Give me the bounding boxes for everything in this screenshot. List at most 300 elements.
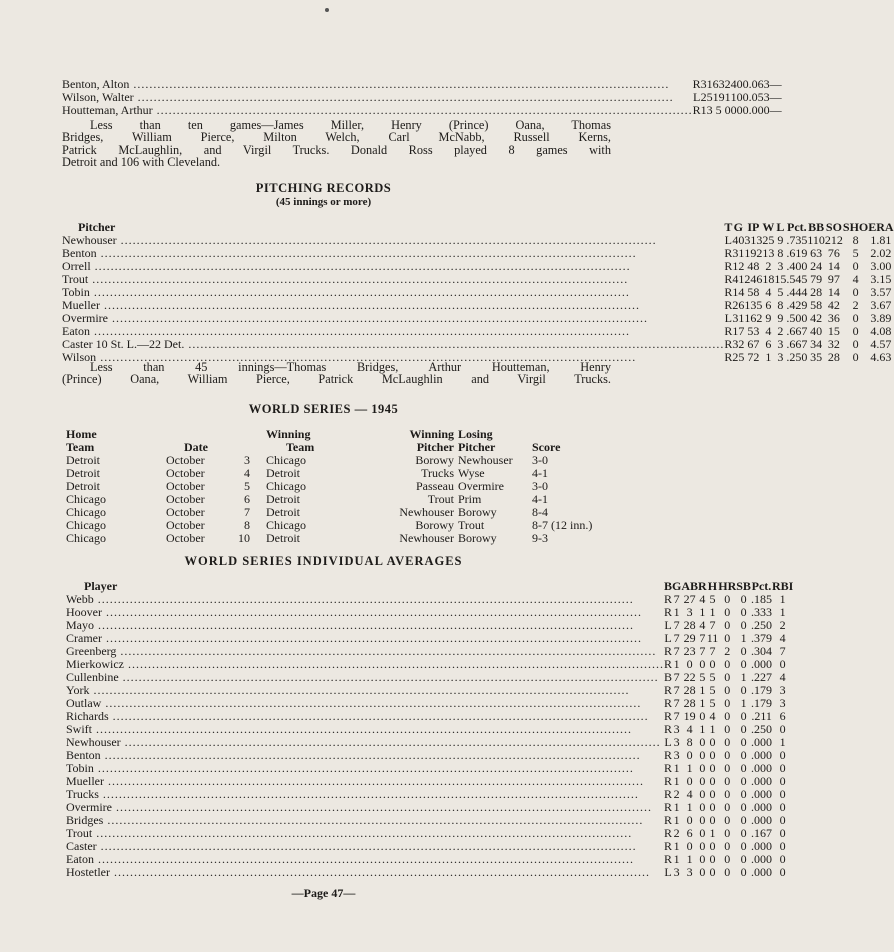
pitching-cell: 76 <box>827 246 840 260</box>
individual-cell: 0 <box>740 761 747 775</box>
world-series-cell: October <box>166 453 205 467</box>
batting-cell-sb: 0 <box>742 77 749 91</box>
world-series-cell: Overmire <box>458 479 504 493</box>
pitching-cell: 0 <box>852 337 859 351</box>
pitching-cell: 246 <box>744 272 763 286</box>
batting-cell-b: R <box>692 77 701 91</box>
pitching-cell: 3.67 <box>870 298 892 312</box>
individual-cell: 0 <box>740 826 747 840</box>
batting-cell-ab: 5 <box>715 103 722 117</box>
pitcher-name: Caster 10 St. L.—22 Det. ..... <box>62 338 724 351</box>
pitching-cell: 31 <box>732 246 745 260</box>
individual-cell: 0 <box>724 774 731 788</box>
pitching-header-cell: ERA <box>868 220 894 234</box>
individual-cell: R <box>663 605 672 619</box>
individual-cell: 0 <box>709 865 716 879</box>
ws-col-empty <box>222 428 262 441</box>
individual-cell: 3 <box>686 605 693 619</box>
individual-cell: 0 <box>709 800 716 814</box>
individual-cell: 1 <box>686 800 693 814</box>
individual-cell: R <box>663 657 672 671</box>
pitching-cell: L <box>724 311 732 325</box>
individual-cell: .304 <box>750 644 772 658</box>
pitching-cell: 1.81 <box>870 233 892 247</box>
batting-note <box>62 119 611 168</box>
batting-cell-hr: 0 <box>736 103 743 117</box>
world-series-row <box>66 532 616 545</box>
pitching-cell: 3.57 <box>870 285 892 299</box>
pitching-cell: 4 <box>765 324 772 338</box>
world-series-cell: 3 <box>244 453 250 467</box>
individual-cell: 0 <box>709 748 716 762</box>
player-name: Bridges ..... <box>66 814 664 827</box>
batting-cell-rbi: — <box>769 77 782 91</box>
individual-cell: 4 <box>779 631 786 645</box>
individual-cell: 5 <box>709 696 716 710</box>
batting-cell-g: 13 <box>700 103 713 117</box>
pitching-cell: R <box>724 272 733 286</box>
pitching-cell: 25 <box>732 350 745 364</box>
pitching-cell: 12 <box>732 259 745 273</box>
pitching-title: PITCHING RECORDS <box>255 181 392 195</box>
pitching-cell: 42 <box>827 298 840 312</box>
individual-cell: 1 <box>699 605 706 619</box>
pitching-cell: 4 <box>852 272 859 286</box>
individual-cell: 3 <box>673 865 680 879</box>
world-series-cell: 8 <box>244 518 250 532</box>
pitching-cell: R <box>724 259 733 273</box>
page-number: —Page 47— <box>291 886 356 900</box>
batting-cell-h: 0 <box>730 103 737 117</box>
individual-cell: .000 <box>750 813 772 827</box>
player-name: Greenberg ..... <box>66 645 664 658</box>
world-series-cell: 3-0 <box>532 479 548 493</box>
individual-cell: 0 <box>699 761 706 775</box>
world-series-cell: 7 <box>244 505 250 519</box>
individual-cell: 7 <box>673 631 680 645</box>
individual-cell: .211 <box>751 709 772 723</box>
individual-cell: 0 <box>740 605 747 619</box>
individual-cell: B <box>663 670 672 684</box>
world-series-cell: Detroit <box>266 531 300 545</box>
pitching-cell: 192 <box>744 246 763 260</box>
individual-header-cell: AB <box>681 579 699 593</box>
pitching-cell: 72 <box>747 350 760 364</box>
pitching-cell: 40 <box>732 233 745 247</box>
world-series-cell: October <box>166 466 205 480</box>
individual-cell: 0 <box>779 657 786 671</box>
individual-cell: 0 <box>740 748 747 762</box>
batting-cell-pct: .053 <box>748 90 770 104</box>
individual-cell: 0 <box>686 774 693 788</box>
pitching-header-cell: W <box>762 220 775 234</box>
individual-cell: 3 <box>673 722 680 736</box>
pitching-cell: 28 <box>810 285 823 299</box>
individual-cell: 3 <box>779 683 786 697</box>
individual-cell: 2 <box>673 787 680 801</box>
pitching-cell: .545 <box>786 272 808 286</box>
individual-cell: 0 <box>779 826 786 840</box>
world-series-cell: Detroit <box>266 505 300 519</box>
world-series-cell: October <box>166 479 205 493</box>
individual-cell: 7 <box>673 696 680 710</box>
pitching-cell: 1 <box>765 350 772 364</box>
pitching-cell: 3 <box>777 337 784 351</box>
individual-cell: 0 <box>740 722 747 736</box>
batting-note-line: Less than ten games—James Miller, Henry (Prince) Oana, Thomas <box>90 118 611 132</box>
world-series-cell: Borowy <box>458 531 497 545</box>
pitcher-name: Orrell ..... <box>62 260 724 273</box>
individual-cell: 0 <box>740 735 747 749</box>
individual-cell: R <box>663 748 672 762</box>
individual-cell: 0 <box>779 748 786 762</box>
pitching-cell: 4.08 <box>870 324 892 338</box>
individual-cell: 4 <box>686 722 693 736</box>
world-series-cell: Wyse <box>458 466 485 480</box>
player-name: Trout ..... <box>66 827 664 840</box>
pitching-cell: 58 <box>747 285 760 299</box>
individual-cell: 1 <box>673 852 680 866</box>
world-series-cell: Borowy <box>415 518 454 532</box>
world-series-cell: Detroit <box>66 453 100 467</box>
pitching-cell: 25 <box>762 233 775 247</box>
pitching-cell: 162 <box>744 311 763 325</box>
pitching-cell: 313 <box>744 233 763 247</box>
pitching-cell: 9 <box>777 311 784 325</box>
individual-header-cell: HR <box>718 579 737 593</box>
world-series-cell: Chicago <box>266 518 306 532</box>
individual-cell: 0 <box>740 683 747 697</box>
individual-cell: 29 <box>683 631 696 645</box>
pitching-cell: 8 <box>852 233 859 247</box>
pitcher-name: Benton ..... <box>62 247 724 260</box>
individual-cell: 0 <box>740 813 747 827</box>
pitching-cell: 41 <box>732 272 745 286</box>
batting-cell-name: Houtteman, Arthur ..... <box>62 104 693 117</box>
pitching-cell: 14 <box>827 285 840 299</box>
pitching-cell: 8 <box>777 298 784 312</box>
individual-cell: 4 <box>699 618 706 632</box>
batting-cell-h: 4 <box>730 77 737 91</box>
pitching-cell: 17 <box>732 324 745 338</box>
individual-cell: 2 <box>724 644 731 658</box>
individual-cell: 0 <box>709 852 716 866</box>
world-series-cell: 8-7 (12 inn.) <box>532 518 593 532</box>
individual-cell: .000 <box>750 657 772 671</box>
pitching-cell: R <box>724 337 733 351</box>
batting-cell-pct: .000 <box>748 103 770 117</box>
pitching-cell: 14 <box>827 259 840 273</box>
individual-cell: 7 <box>709 618 716 632</box>
individual-cell: .000 <box>750 735 772 749</box>
ws-col-pitcher: Pitcher <box>416 440 454 454</box>
pitching-cell: 3 <box>777 350 784 364</box>
batting-cell-name: Wilson, Walter ..... <box>62 91 693 104</box>
individual-cell: 7 <box>779 644 786 658</box>
individual-cell: 0 <box>699 748 706 762</box>
player-name: Mierkowicz ..... <box>66 658 664 671</box>
pitching-cell: 31 <box>732 311 745 325</box>
individual-cell: 0 <box>699 865 706 879</box>
world-series-cell: Chicago <box>266 479 306 493</box>
individual-cell: 1 <box>699 722 706 736</box>
individual-cell: R <box>663 852 672 866</box>
individual-cell: 28 <box>683 696 696 710</box>
pitching-note <box>62 361 611 386</box>
individual-cell: 1 <box>686 852 693 866</box>
player-name: Outlaw ..... <box>66 697 664 710</box>
individual-cell: 7 <box>673 618 680 632</box>
individual-cell: R <box>663 839 672 853</box>
pitching-cell: R <box>724 350 733 364</box>
individual-cell: R <box>663 644 672 658</box>
individual-cell: 0 <box>724 670 731 684</box>
player-name: Hostetler ..... <box>66 866 664 879</box>
individual-cell: R <box>663 709 672 723</box>
pitching-cell: .400 <box>786 259 808 273</box>
player-name: Overmire ..... <box>66 801 664 814</box>
player-name: Cullenbine ..... <box>66 671 664 684</box>
individual-cell: 0 <box>779 813 786 827</box>
pitching-subtitle: (45 innings or more) <box>275 196 372 208</box>
pitching-cell: 9 <box>777 233 784 247</box>
pitching-cell: 32 <box>827 337 840 351</box>
individual-cell: .185 <box>750 592 772 606</box>
world-series-cell: Detroit <box>266 466 300 480</box>
individual-cell: R <box>663 696 672 710</box>
individual-cell: .000 <box>750 748 772 762</box>
pitching-cell: 0 <box>852 324 859 338</box>
individual-cell: 3 <box>686 865 693 879</box>
individual-cell: 0 <box>699 709 706 723</box>
individual-cell: 8 <box>686 735 693 749</box>
individual-cell: 0 <box>724 618 731 632</box>
pitching-cell: 14 <box>732 285 745 299</box>
world-series-cell: October <box>166 492 205 506</box>
individual-cell: 1 <box>673 839 680 853</box>
individual-cell: .179 <box>750 696 772 710</box>
world-series-cell: October <box>166 531 205 545</box>
individual-cell: 0 <box>724 761 731 775</box>
batting-cell-sb: 0 <box>742 90 749 104</box>
individual-cell: 0 <box>740 774 747 788</box>
print-speck <box>325 8 329 12</box>
individual-cell: .000 <box>750 800 772 814</box>
batting-cell-ab: 19 <box>712 90 725 104</box>
individual-cell: 4 <box>779 670 786 684</box>
individual-cell: .000 <box>750 787 772 801</box>
individual-cell: .000 <box>750 761 772 775</box>
batting-cell-sb: 0 <box>742 103 749 117</box>
pitching-cell: 6 <box>765 337 772 351</box>
pitcher-name: Mueller ..... <box>62 299 724 312</box>
individual-cell: 1 <box>709 826 716 840</box>
individual-cell: 0 <box>724 800 731 814</box>
individual-header-cell: SB <box>736 579 751 593</box>
world-series-table <box>66 428 616 545</box>
individual-cell: 5 <box>699 670 706 684</box>
individual-cell: 0 <box>709 735 716 749</box>
individual-cell: 0 <box>724 683 731 697</box>
individual-cell: 1 <box>779 735 786 749</box>
batting-cell-ab: 63 <box>712 77 725 91</box>
pitching-cell: 79 <box>810 272 823 286</box>
individual-cell: 0 <box>709 839 716 853</box>
individual-cell: R <box>663 722 672 736</box>
world-series-cell: October <box>166 518 205 532</box>
pitching-cell: .444 <box>786 285 808 299</box>
pitching-cell: 3 <box>777 259 784 273</box>
world-series-cell: Trout <box>458 518 485 532</box>
pitching-cell: 34 <box>810 337 823 351</box>
individual-cell: .333 <box>750 605 772 619</box>
pitching-header-cell: IP <box>747 220 760 234</box>
individual-cell: 0 <box>709 774 716 788</box>
world-series-cell: 5 <box>244 479 250 493</box>
individual-cell: .227 <box>750 670 772 684</box>
batting-cell-g: 25 <box>700 90 713 104</box>
pitching-cell: 2.02 <box>870 246 892 260</box>
individual-header-cell: H <box>707 579 718 593</box>
individual-cell: 1 <box>709 605 716 619</box>
individual-header-cell: Pct. <box>751 579 772 593</box>
individual-cell: 1 <box>779 592 786 606</box>
individual-cell: 0 <box>724 826 731 840</box>
pitching-cell: 9 <box>765 311 772 325</box>
individual-cell: 0 <box>779 800 786 814</box>
pitching-cell: 5 <box>777 285 784 299</box>
pitcher-name: Overmire ..... <box>62 312 724 325</box>
individual-header-cell: RBI <box>771 579 794 593</box>
individual-header-cell: G <box>672 579 682 593</box>
individual-cell: 0 <box>699 735 706 749</box>
pitching-cell: 28 <box>827 350 840 364</box>
pitching-cell: 4 <box>765 285 772 299</box>
individual-cell: 0 <box>686 748 693 762</box>
world-series-cell: Chicago <box>66 492 106 506</box>
pitching-cell: 4.57 <box>870 337 892 351</box>
individual-cell: 0 <box>779 722 786 736</box>
world-series-cell: 4-1 <box>532 466 548 480</box>
world-series-cell: Chicago <box>66 505 106 519</box>
individual-cell: 0 <box>724 865 731 879</box>
player-name: Mueller ..... <box>66 775 664 788</box>
individual-cell: 0 <box>709 657 716 671</box>
individual-cell: 0 <box>724 696 731 710</box>
pitching-header-cell: Pct. <box>787 220 807 234</box>
pitching-cell: 110 <box>807 233 825 247</box>
individual-cell: 0 <box>699 800 706 814</box>
individual-cell: .000 <box>750 865 772 879</box>
pitching-cell: 26 <box>732 298 745 312</box>
individual-cell: 0 <box>740 839 747 853</box>
individual-cell: 1 <box>673 657 680 671</box>
individual-cell: 0 <box>724 852 731 866</box>
world-series-cell: Detroit <box>266 492 300 506</box>
pitching-cell: 135 <box>744 298 763 312</box>
player-name: York ..... <box>66 684 664 697</box>
individual-cell: 4 <box>709 709 716 723</box>
world-series-cell: Trucks <box>421 466 454 480</box>
world-series-cell: Chicago <box>66 518 106 532</box>
individual-cell: 0 <box>686 839 693 853</box>
batting-cell-pct: .063 <box>748 77 770 91</box>
batting-cell-hr: 0 <box>736 77 743 91</box>
world-series-cell: 6 <box>244 492 250 506</box>
world-series-cell: 4-1 <box>532 492 548 506</box>
individual-cell: 7 <box>673 683 680 697</box>
individual-cell: 0 <box>699 826 706 840</box>
batting-cell-rbi: — <box>769 90 782 104</box>
player-name: Caster ..... <box>66 840 664 853</box>
world-series-cell: Detroit <box>66 466 100 480</box>
world-series-cell: Prim <box>458 492 482 506</box>
world-series-cell: Newhouser <box>399 531 454 545</box>
individual-cell: 7 <box>699 631 706 645</box>
individual-row <box>66 866 793 879</box>
individual-cell: 0 <box>686 657 693 671</box>
individual-cell: 0 <box>699 774 706 788</box>
world-series-cell: Detroit <box>66 479 100 493</box>
pitching-cell: L <box>724 233 732 247</box>
pitching-cell: 5 <box>852 246 859 260</box>
pitching-cell: 2 <box>777 324 784 338</box>
pitching-cell: .429 <box>786 298 808 312</box>
pitching-cell: 40 <box>810 324 823 338</box>
individual-cell: 0 <box>724 735 731 749</box>
individual-cell: 1 <box>673 761 680 775</box>
individual-cell: 3 <box>673 748 680 762</box>
pitching-cell: 63 <box>810 246 823 260</box>
world-series-cell: 10 <box>238 531 250 545</box>
batting-note-line: Patrick McLaughlin, and Virgil Trucks. Donald Ross played 8 games with <box>62 142 611 157</box>
individual-cell: .000 <box>750 839 772 853</box>
batting-cell-b: R <box>692 103 701 117</box>
individual-cell: 0 <box>740 800 747 814</box>
individual-cell: R <box>663 813 672 827</box>
pitcher-name: Wilson ..... <box>62 351 724 364</box>
individual-cell: R <box>663 826 672 840</box>
individual-cell: 1 <box>740 631 747 645</box>
individual-cell: 0 <box>779 852 786 866</box>
individual-cell: 0 <box>740 787 747 801</box>
pitching-cell: .667 <box>786 324 808 338</box>
batting-cell-r: 0 <box>724 103 731 117</box>
individual-cell: 1 <box>699 683 706 697</box>
individual-cell: R <box>663 800 672 814</box>
individual-cell: L <box>664 618 672 632</box>
individual-cell: 0 <box>740 644 747 658</box>
pitching-cell: 67 <box>747 337 760 351</box>
pitching-header-cell: Pitcher <box>78 220 116 234</box>
pitching-cell: 6 <box>765 298 772 312</box>
player-name: Mayo ..... <box>66 619 664 632</box>
individual-cell: 1 <box>673 813 680 827</box>
individual-cell: 3 <box>779 696 786 710</box>
pitching-cell: 13 <box>762 246 775 260</box>
individual-cell: 0 <box>740 592 747 606</box>
world-series-cell: Newhouser <box>399 505 454 519</box>
individual-cell: 5 <box>709 683 716 697</box>
individual-cell: 7 <box>673 644 680 658</box>
individual-cell: 0 <box>709 787 716 801</box>
individual-cell: 1 <box>709 722 716 736</box>
pitching-cell: 212 <box>824 233 843 247</box>
individual-cell: 0 <box>724 709 731 723</box>
batting-cell-name: Benton, Alton ..... <box>62 78 693 91</box>
pitching-cell: .619 <box>786 246 808 260</box>
individual-cell: 0 <box>740 709 747 723</box>
